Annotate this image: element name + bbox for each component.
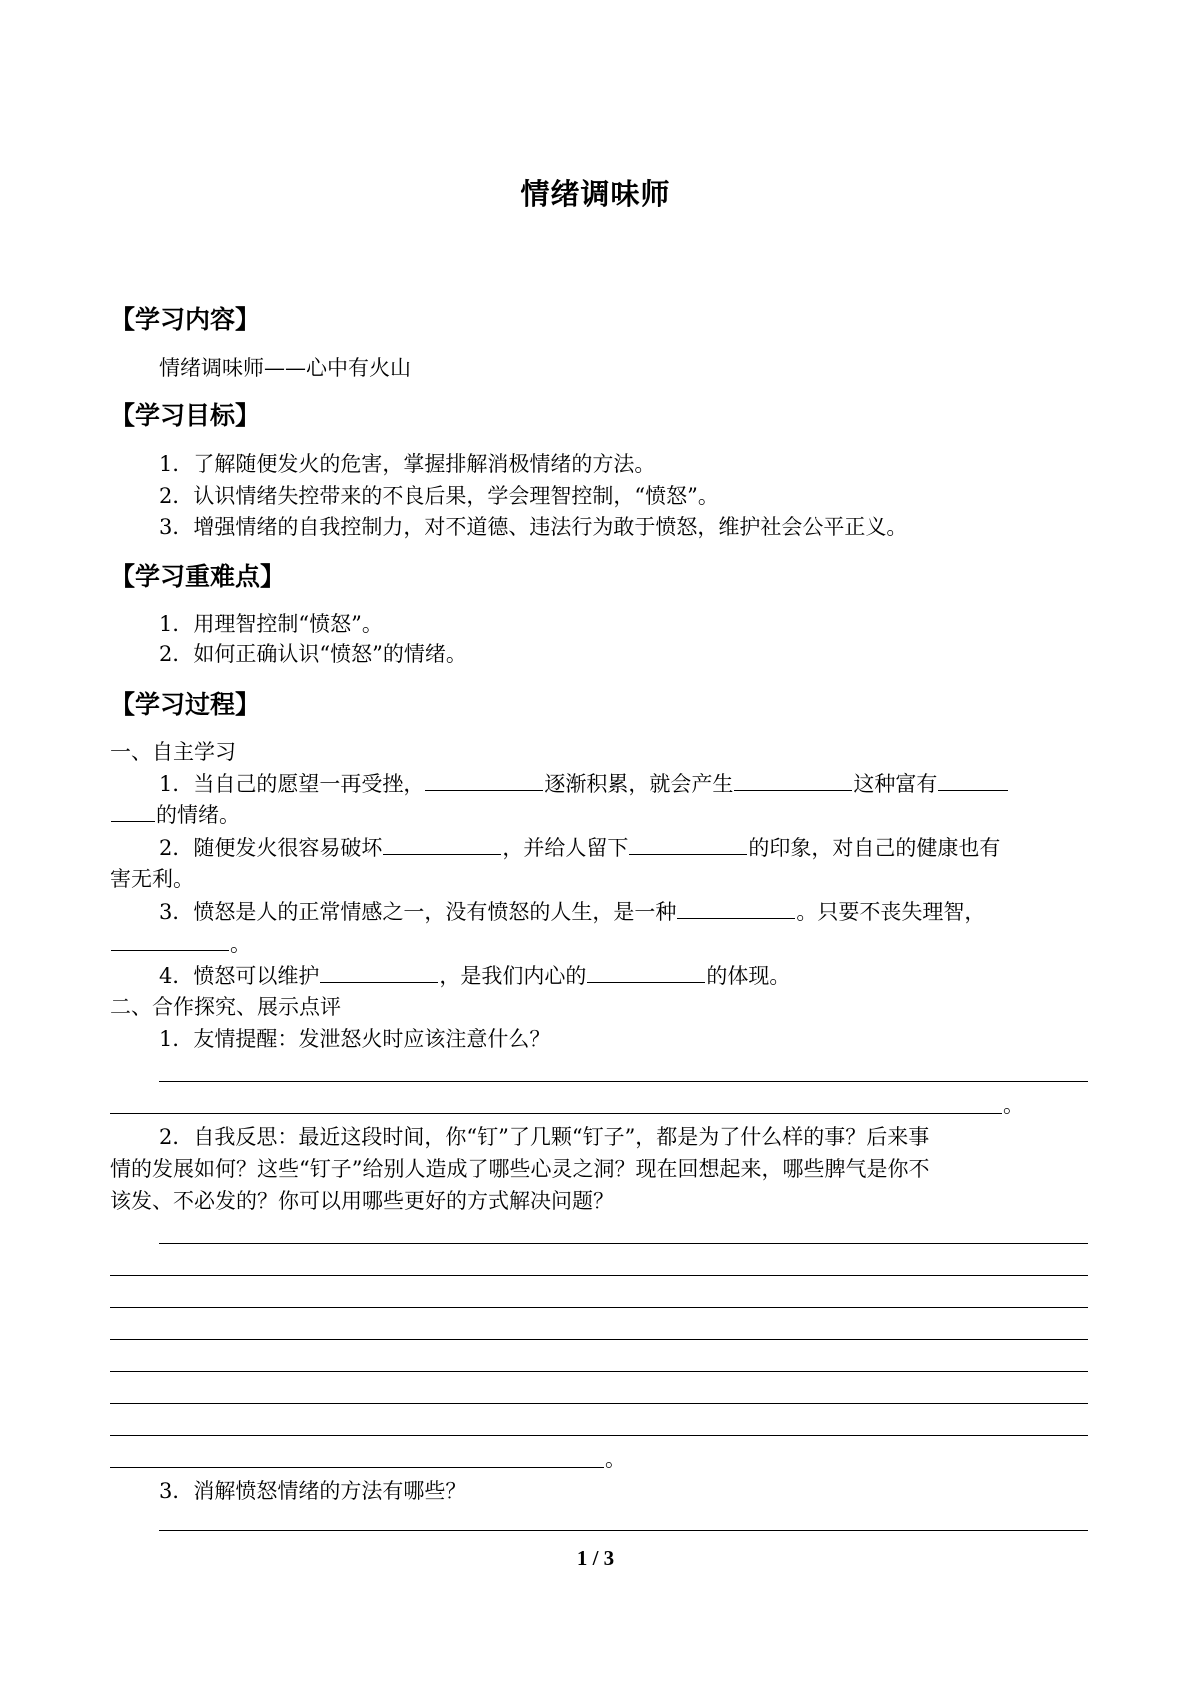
part1-q3-line1 — [159, 896, 985, 927]
fill-blank[interactable] — [111, 799, 155, 822]
answer-line[interactable] — [110, 1403, 1088, 1404]
answer-line[interactable] — [159, 1243, 1088, 1244]
fill-blank[interactable] — [629, 832, 747, 855]
fill-blank[interactable] — [938, 768, 1008, 791]
part1-q1-text-d: 的情绪。 — [156, 803, 240, 827]
section-heading-content: 【学习内容】 — [110, 305, 261, 334]
part1-q2-line1 — [159, 832, 1000, 863]
fill-blank[interactable] — [587, 960, 705, 983]
answer-line[interactable] — [110, 1307, 1088, 1308]
part1-q2-text-c: 的印象，对自己的健康也有 — [748, 836, 1001, 860]
content-text: 情绪调味师——心中有火山 — [159, 356, 411, 380]
part1-q4-line — [159, 960, 790, 991]
goal-item-3: 3．增强情绪的自我控制力，对不道德、违法行为敢于愤怒，维护社会公平正义。 — [159, 515, 908, 539]
part1-q3-text-c: 。 — [230, 932, 251, 956]
goal-item-1: 1．了解随便发火的危害，掌握排解消极情绪的方法。 — [159, 452, 656, 476]
fill-blank[interactable] — [425, 768, 543, 791]
part1-q4-text-b: ，是我们内心的 — [439, 964, 587, 988]
goal-item-2: 2．认识情绪失控带来的不良后果，学会理智控制，“愤怒”。 — [159, 484, 719, 508]
part1-title: 一、自主学习 — [110, 740, 236, 764]
part2-q1: 1．友情提醒：发泄怒火时应该注意什么？ — [159, 1027, 551, 1051]
part2-q2-line2: 情的发展如何？这些“钉子”给别人造成了哪些心灵之洞？现在回想起来，哪些脾气是你不 — [110, 1157, 930, 1181]
answer-line[interactable] — [110, 1435, 1088, 1436]
section-heading-goals: 【学习目标】 — [110, 401, 261, 430]
part1-q1-text-c: 这种富有 — [853, 772, 938, 796]
part1-q4-text-a: 4．愤怒可以维护 — [159, 964, 320, 988]
part1-q2-text-b: ，并给人留下 — [502, 836, 629, 860]
key-point-2: 2．如何正确认识“愤怒”的情绪。 — [159, 642, 467, 666]
answer-line[interactable] — [159, 1530, 1088, 1531]
answer-line[interactable] — [159, 1081, 1088, 1082]
fill-blank[interactable] — [111, 928, 229, 951]
answer-period: 。 — [1003, 1093, 1024, 1117]
answer-line[interactable] — [110, 1371, 1088, 1372]
answer-line[interactable] — [110, 1339, 1088, 1340]
part2-q2-line1: 2．自我反思：最近这段时间，你“钉”了几颗“钉子”，都是为了什么样的事？后来事 — [159, 1125, 930, 1149]
part1-q1-text-a: 1．当自己的愿望一再受挫， — [159, 772, 425, 796]
part2-q3: 3．消解愤怒情绪的方法有哪些？ — [159, 1479, 467, 1503]
part1-q1-line1 — [159, 768, 1009, 799]
part1-q1-line2 — [110, 799, 240, 830]
section-heading-process: 【学习过程】 — [110, 690, 261, 719]
part1-q1-text-b: 逐渐积累，就会产生 — [544, 772, 734, 796]
fill-blank[interactable] — [320, 960, 438, 983]
key-point-1: 1．用理智控制“愤怒”。 — [159, 612, 383, 636]
section-heading-key-points: 【学习重难点】 — [110, 562, 286, 591]
answer-line[interactable] — [110, 1113, 1002, 1114]
part1-q2-text-a: 2．随便发火很容易破坏 — [159, 836, 383, 860]
fill-blank[interactable] — [734, 768, 852, 791]
answer-line[interactable] — [110, 1467, 604, 1468]
part2-q2-line3: 该发、不必发的？你可以用哪些更好的方式解决问题？ — [110, 1189, 614, 1213]
page-number: 1 / 3 — [576, 1546, 615, 1570]
part2-title: 二、合作探究、展示点评 — [110, 995, 341, 1019]
part1-q3-line2 — [110, 928, 251, 959]
part1-q4-text-c: 的体现。 — [706, 964, 791, 988]
part1-q2-line2: 害无利。 — [110, 867, 194, 891]
fill-blank[interactable] — [383, 832, 501, 855]
answer-period: 。 — [605, 1447, 626, 1471]
fill-blank[interactable] — [677, 896, 795, 919]
part1-q3-text-a: 3．愤怒是人的正常情感之一，没有愤怒的人生，是一种 — [159, 900, 677, 924]
part1-q3-text-b: 。只要不丧失理智， — [796, 900, 986, 924]
answer-line[interactable] — [110, 1275, 1088, 1276]
page-title: 情绪调味师 — [520, 177, 671, 211]
